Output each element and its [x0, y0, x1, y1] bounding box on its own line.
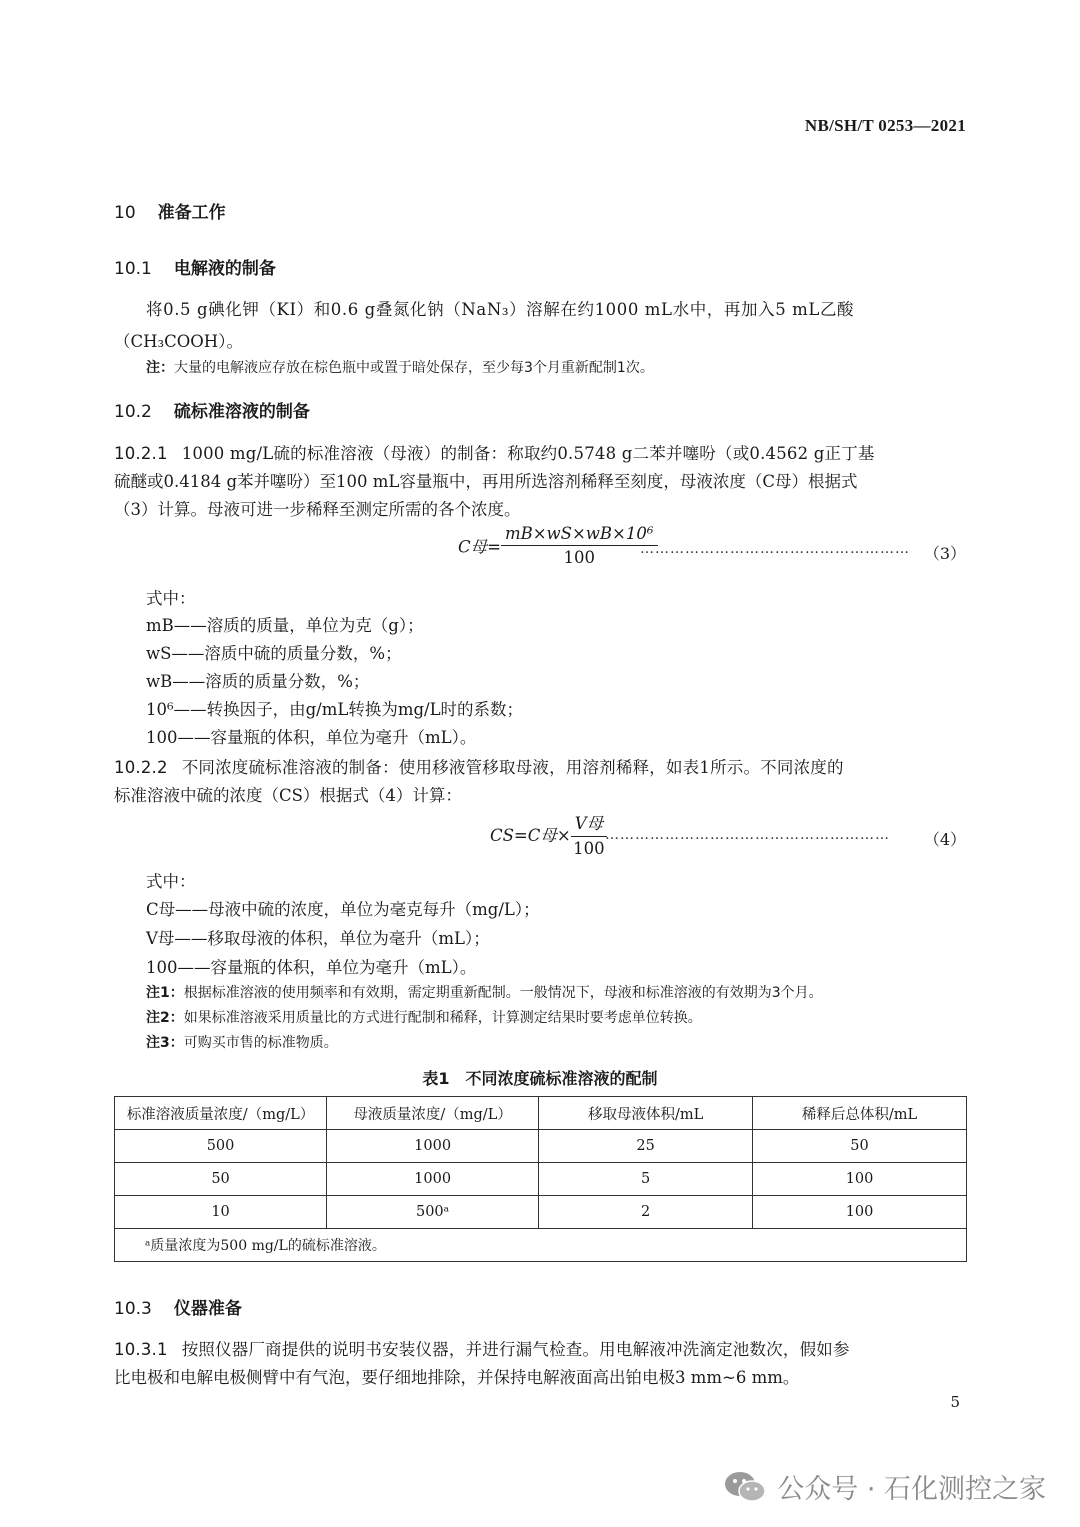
section-title: 硫标准溶液的制备 [173, 402, 310, 422]
paragraph-10-2-2-line2: 标准溶液中硫的浓度（CS）根据式（4）计算： [114, 786, 462, 805]
equation-leader-dots: ………………………………………………… [605, 827, 890, 843]
column-header: 标准溶液质量浓度/（mg/L） [115, 1097, 327, 1130]
section-10-1-heading [114, 254, 276, 279]
where-intro: 式中： [146, 872, 196, 891]
table-1 [114, 1096, 967, 1262]
note-3 [146, 1032, 338, 1052]
column-header: 稀释后总体积/mL [753, 1097, 967, 1130]
table-cell: 500ᵃ [327, 1196, 539, 1229]
paragraph-10-2-1-line2: 硫醚或0.4184 g苯并噻吩）至100 mL容量瓶中，再用所选溶剂稀释至刻度，母液浓度（C母）根据式 [114, 472, 858, 491]
definition-item: 100——容量瓶的体积，单位为毫升（mL）。 [146, 728, 477, 747]
table-cell: 25 [539, 1130, 753, 1163]
where-intro: 式中： [146, 589, 196, 608]
equation-denominator: 100 [573, 839, 605, 858]
equation-leader-dots: ……………………………………………… [640, 541, 910, 557]
equation-lhs: C母= [458, 537, 501, 557]
clause-number: 10.3.1 [114, 1340, 168, 1359]
column-header: 母液质量浓度/（mg/L） [327, 1097, 539, 1130]
equation-numerator: V母 [571, 810, 607, 837]
section-title: 仪器准备 [173, 1299, 242, 1319]
table-row [115, 1163, 967, 1196]
table-header-row [115, 1097, 967, 1130]
equation-denominator: 100 [563, 548, 595, 567]
section-10-heading [114, 198, 226, 223]
note-label: 注： [146, 360, 174, 376]
clause-text: 1000 mg/L硫的标准溶液（母液）的制备：称取约0.5748 g二苯并噻吩（或0.4562 g正丁基 [181, 444, 875, 463]
section-number: 10.2 [114, 402, 152, 422]
table-footnote-row [115, 1229, 967, 1262]
section-number: 10.1 [114, 259, 152, 279]
equation-lhs: CS=C母× [490, 826, 571, 845]
section-number: 10 [114, 203, 136, 223]
watermark [723, 1467, 1046, 1506]
note-2 [146, 1007, 702, 1027]
definition-item: 100——容量瓶的体积，单位为毫升（mL）。 [146, 958, 477, 977]
clause-number: 10.2.2 [114, 758, 168, 777]
table-caption: 表1 不同浓度硫标准溶液的配制 [422, 1069, 658, 1088]
table-row [115, 1130, 967, 1163]
note-label: 注2： [146, 1010, 184, 1026]
clause-number: 10.2.1 [114, 444, 168, 463]
section-10-2-heading [114, 397, 310, 422]
note-text: 大量的电解液应存放在棕色瓶中或置于暗处保存，至少每3个月重新配制1次。 [174, 360, 654, 376]
watermark-text: 公众号 · 石化测控之家 [777, 1474, 1046, 1505]
note-1 [146, 982, 823, 1002]
note-label: 注1： [146, 985, 184, 1001]
table-footnote: ᵃ质量浓度为500 mg/L的硫标准溶液。 [115, 1229, 967, 1262]
paragraph-10-1-line2: （CH₃COOH）。 [114, 332, 243, 351]
definition-item: wS——溶质中硫的质量分数，%； [146, 644, 402, 663]
section-10-3-heading [114, 1294, 242, 1319]
paragraph-10-2-1-line1 [114, 440, 966, 464]
table-cell: 50 [753, 1130, 967, 1163]
paragraph-10-3-1-line2: 比电极和电解电极侧臂中有气泡，要仔细地排除，并保持电解液面高出铂电极3 mm~6 mm。 [114, 1368, 800, 1387]
section-title: 电解液的制备 [173, 259, 276, 279]
standard-number: NB/SH/T 0253—2021 [804, 116, 966, 135]
table-row [115, 1196, 967, 1229]
paragraph-10-2-2-line1 [114, 754, 966, 778]
table-cell: 1000 [327, 1130, 539, 1163]
page-number: 5 [950, 1393, 960, 1411]
table-cell: 100 [753, 1196, 967, 1229]
wechat-icon [723, 1469, 767, 1505]
definition-item: C母——母液中硫的浓度，单位为毫克每升（mg/L）； [146, 900, 540, 919]
section-title: 准备工作 [157, 203, 226, 223]
equation-3-number: （3） [923, 544, 966, 563]
table-cell: 100 [753, 1163, 967, 1196]
paragraph-10-3-1-line1 [114, 1336, 966, 1360]
definition-item: V母——移取母液的体积，单位为毫升（mL）； [146, 929, 490, 948]
note-text: 如果标准溶液采用质量比的方式进行配制和稀释，计算测定结果时要考虑单位转换。 [183, 1010, 702, 1026]
note-10-1 [146, 357, 654, 377]
definition-item: 10⁶——转换因子，由g/mL转换为mg/L时的系数； [146, 700, 524, 719]
definition-item: mB——溶质的质量，单位为克（g）； [146, 616, 424, 635]
table-cell: 50 [115, 1163, 327, 1196]
section-number: 10.3 [114, 1299, 152, 1319]
note-text: 可购买市售的标准物质。 [183, 1035, 338, 1051]
equation-numerator: mB×wS×wB×10⁶ [501, 524, 658, 546]
table-cell: 5 [539, 1163, 753, 1196]
paragraph-10-1-line1: 将0.5 g碘化钾（KI）和0.6 g叠氮化钠（NaN₃）溶解在约1000 mL水中，再加入5 mL乙酸 [146, 300, 855, 319]
equation-4 [490, 810, 607, 858]
equation-4-number: （4） [923, 830, 966, 849]
definition-item: wB——溶质的质量分数，%； [146, 672, 370, 691]
clause-text: 按照仪器厂商提供的说明书安装仪器，并进行漏气检查。用电解液冲洗滴定池数次，假如参 [181, 1340, 850, 1359]
column-header: 移取母液体积/mL [539, 1097, 753, 1130]
note-label: 注3： [146, 1035, 184, 1051]
table-cell: 10 [115, 1196, 327, 1229]
table-cell: 500 [115, 1130, 327, 1163]
equation-3 [458, 524, 658, 567]
clause-text: 不同浓度硫标准溶液的制备：使用移液管移取母液，用溶剂稀释，如表1所示。不同浓度的 [181, 758, 844, 777]
table-cell: 1000 [327, 1163, 539, 1196]
table-cell: 2 [539, 1196, 753, 1229]
note-text: 根据标准溶液的使用频率和有效期，需定期重新配制。一般情况下，母液和标准溶液的有效期为3个月。 [183, 985, 823, 1001]
paragraph-10-2-1-line3: （3）计算。母液可进一步稀释至测定所需的各个浓度。 [114, 500, 521, 519]
